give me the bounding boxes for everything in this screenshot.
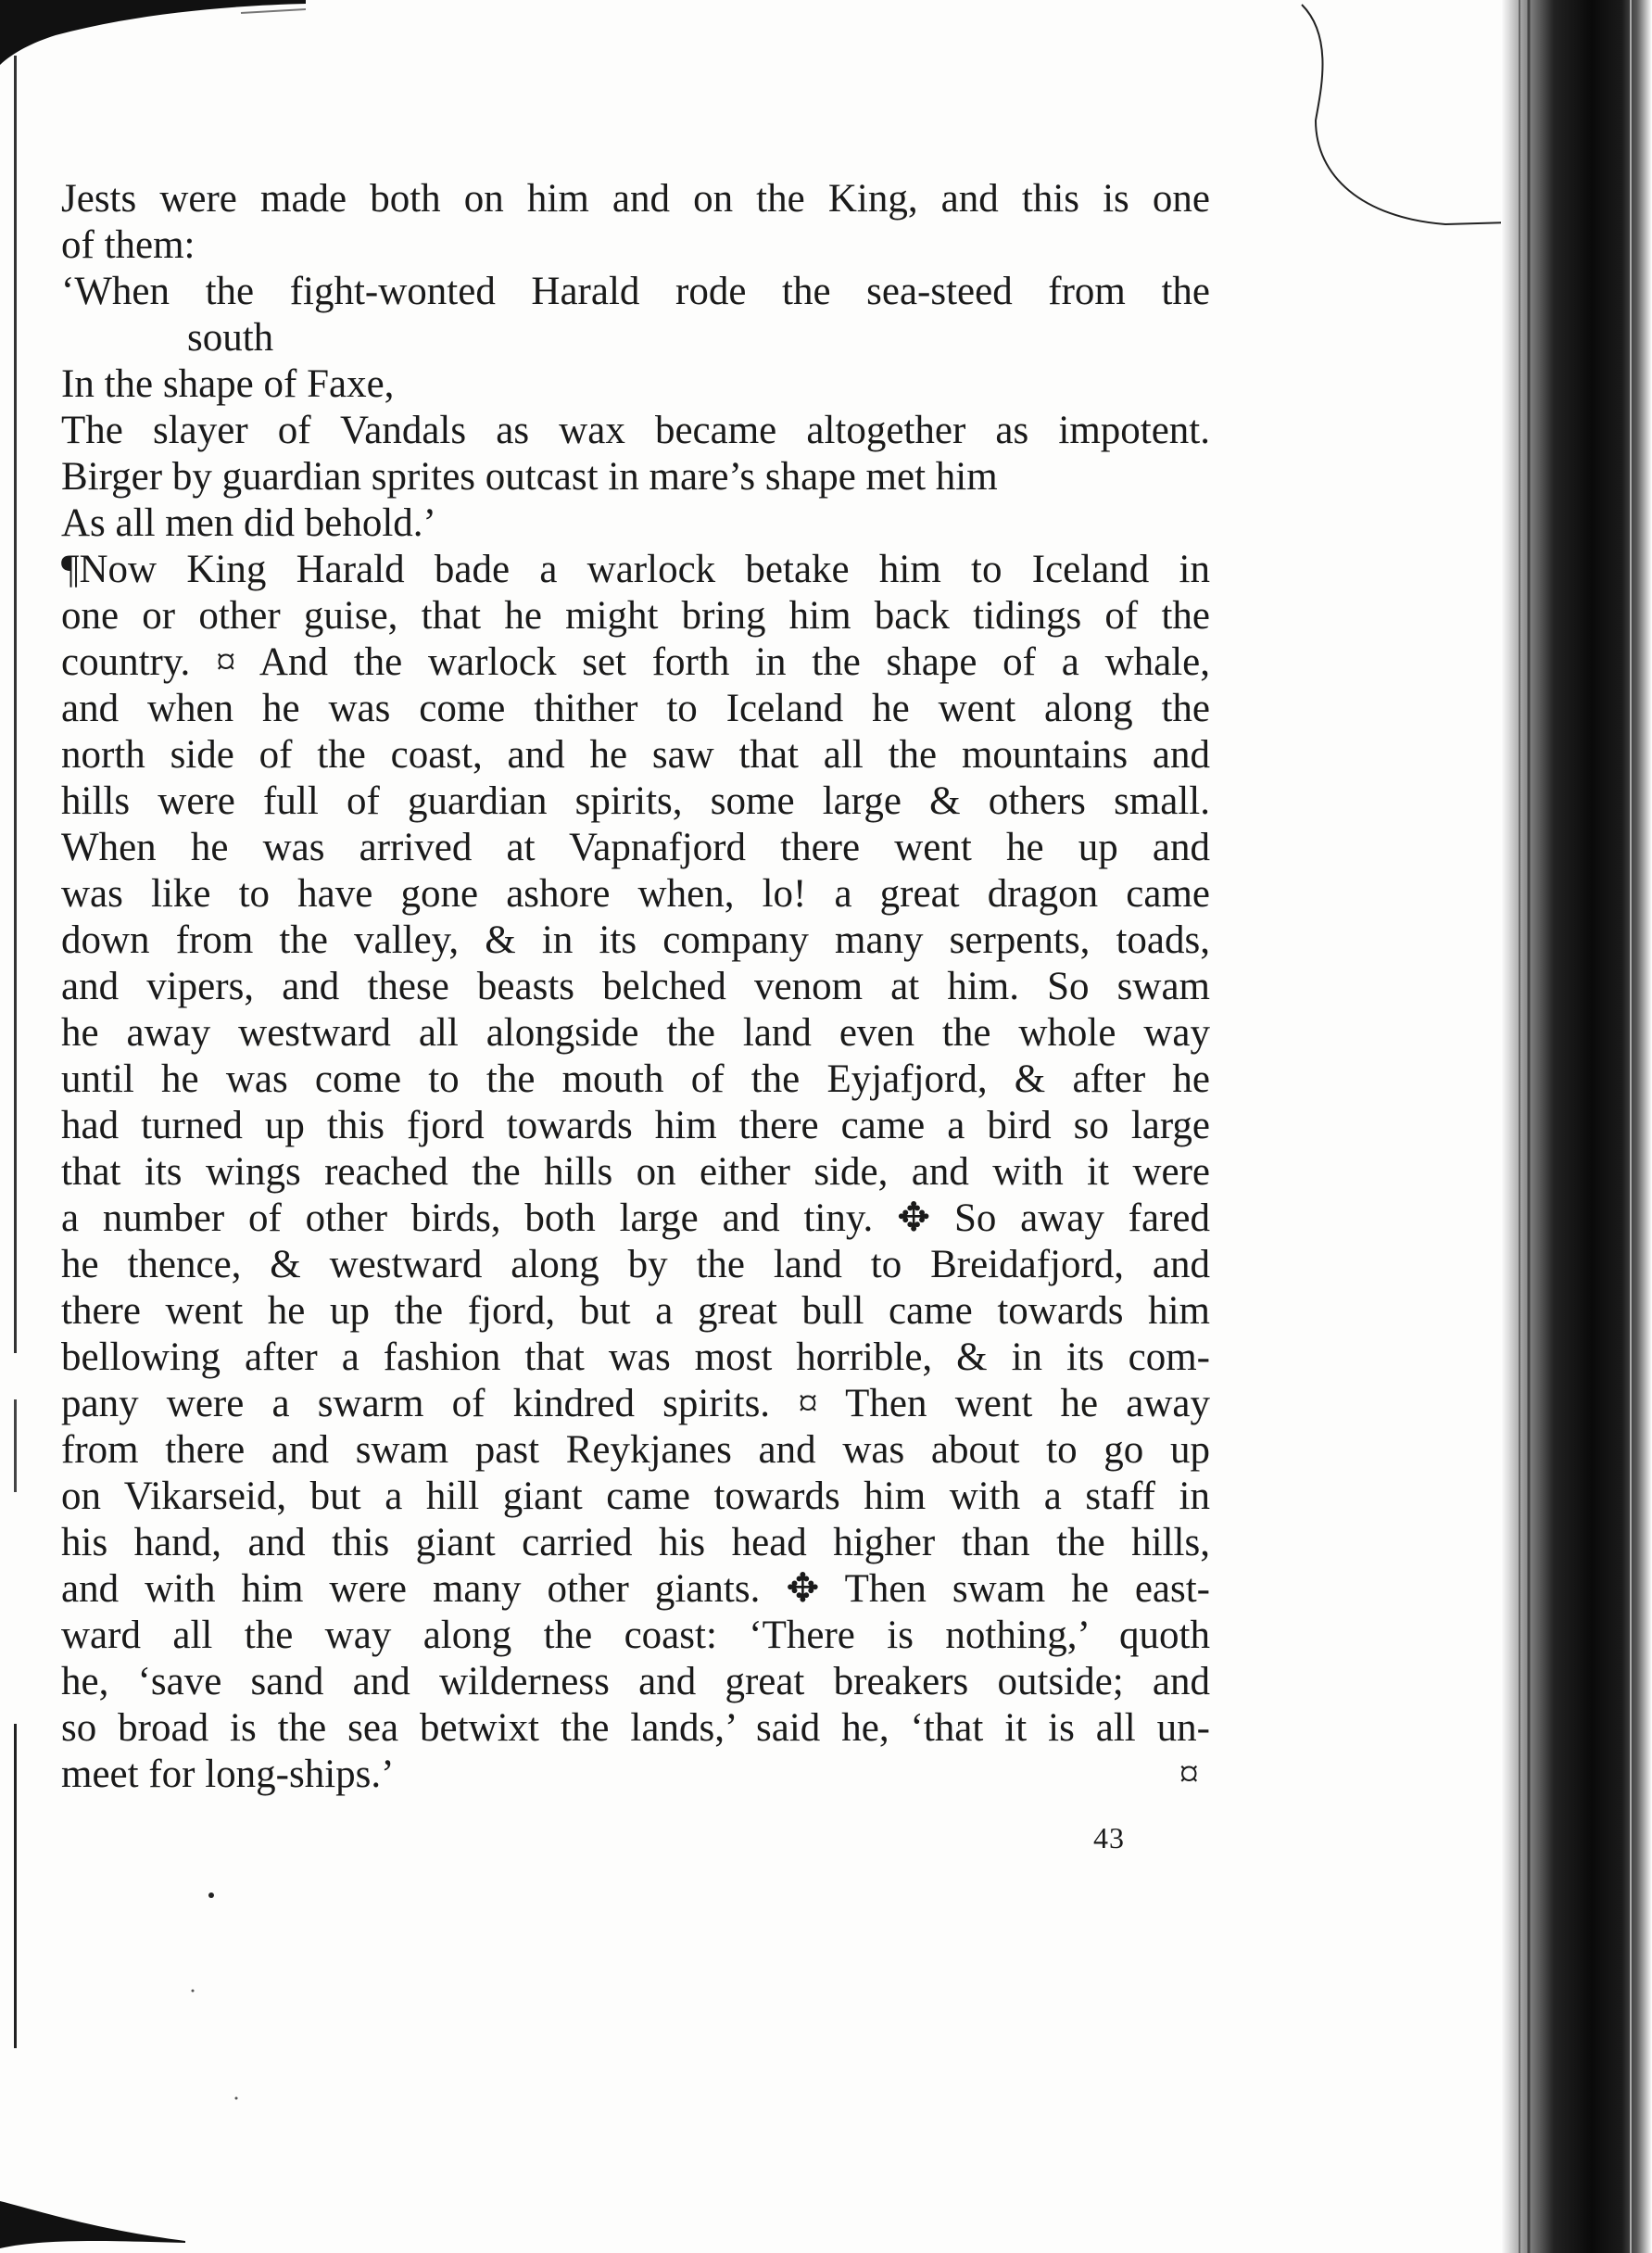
text-line: ward all the way along the coast: ‘There is nothing,’ quoth: [61, 1614, 1210, 1657]
page-corner-shadow-top: [0, 0, 306, 65]
text-line: country. ¤ And the warlock set forth in the shape of a whale,: [61, 640, 1210, 684]
text-line: his hand, and this giant carried his head higher than the hills,: [61, 1521, 1210, 1564]
text-line: he thence, & westward along by the land to Breidafjord, and: [61, 1243, 1210, 1286]
verse-line: In the shape of Faxe,: [61, 362, 395, 406]
text-line: he, ‘save sand and wilderness and great breakers outside; and: [61, 1660, 1210, 1703]
book-gutter-shadow: [1501, 0, 1652, 2253]
text-line: Jests were made both on him and on the King, and this is one: [61, 177, 1210, 221]
page-number: 43: [1093, 1821, 1125, 1854]
page-curl-line: [1279, 0, 1510, 241]
page-corner-shadow-bottom: [0, 2187, 185, 2253]
text-line: had turned up this fjord towards him there came a bird so large: [61, 1104, 1210, 1147]
text-line: hills were full of guardian spirits, some large & others small.: [61, 779, 1210, 823]
text-line: and vipers, and these beasts belched venom at him. So swam: [61, 965, 1210, 1008]
text-line: from there and swam past Reykjanes and was about to go up: [61, 1428, 1210, 1472]
text-line: he away westward all alongside the land even the whole way: [61, 1011, 1210, 1055]
text-line: there went he up the fjord, but a great bull came towards him: [61, 1289, 1210, 1333]
verse-line: Birger by guardian sprites outcast in mare’s shape met him: [61, 455, 998, 499]
text-line: until he was come to the mouth of the Eyjafjord, & after he: [61, 1057, 1210, 1101]
text-line: meet for long-ships.’: [61, 1753, 395, 1796]
text-line: was like to have gone ashore when, lo! a great dragon came: [61, 872, 1210, 916]
verse-line: ‘When the fight-wonted Harald rode the sea-steed from the: [61, 270, 1210, 313]
text-line: ¶Now King Harald bade a warlock betake him to Iceland in: [61, 548, 1210, 591]
text-line: down from the valley, & in its company many serpents, toads,: [61, 918, 1210, 962]
page-left-edge: [11, 56, 20, 2234]
text-line: and when he was come thither to Iceland he went along the: [61, 687, 1210, 730]
text-line: that its wings reached the hills on either side, and with it were: [61, 1150, 1210, 1194]
text-line: on Vikarseid, but a hill giant came towards him with a staff in: [61, 1475, 1210, 1518]
final-line: [61, 1752, 1210, 1798]
text-line: a number of other birds, both large and tiny. ✥ So away fared: [61, 1196, 1210, 1240]
body-text: [61, 176, 1210, 1798]
verse-line: The slayer of Vandals as wax became altogether as impotent.: [61, 409, 1210, 452]
text-line: north side of the coast, and he saw that all the mountains and: [61, 733, 1210, 777]
verse-line: As all men did behold.’: [61, 501, 436, 545]
text-line: one or other guise, that he might bring him back tidings of the: [61, 594, 1210, 638]
end-ornament: ¤: [1179, 1753, 1199, 1796]
text-line: of them:: [61, 223, 195, 267]
text-line: so broad is the sea betwixt the lands,’ said he, ‘that it is all un-: [61, 1706, 1210, 1750]
text-line: pany were a swarm of kindred spirits. ¤ Then went he away: [61, 1382, 1210, 1425]
text-line: When he was arrived at Vapnafjord there went he up and: [61, 826, 1210, 869]
text-line: and with him were many other giants. ✥ Then swam he east-: [61, 1567, 1210, 1611]
verse-line: south: [187, 316, 274, 360]
text-line: bellowing after a fashion that was most horrible, & in its com-: [61, 1335, 1210, 1379]
